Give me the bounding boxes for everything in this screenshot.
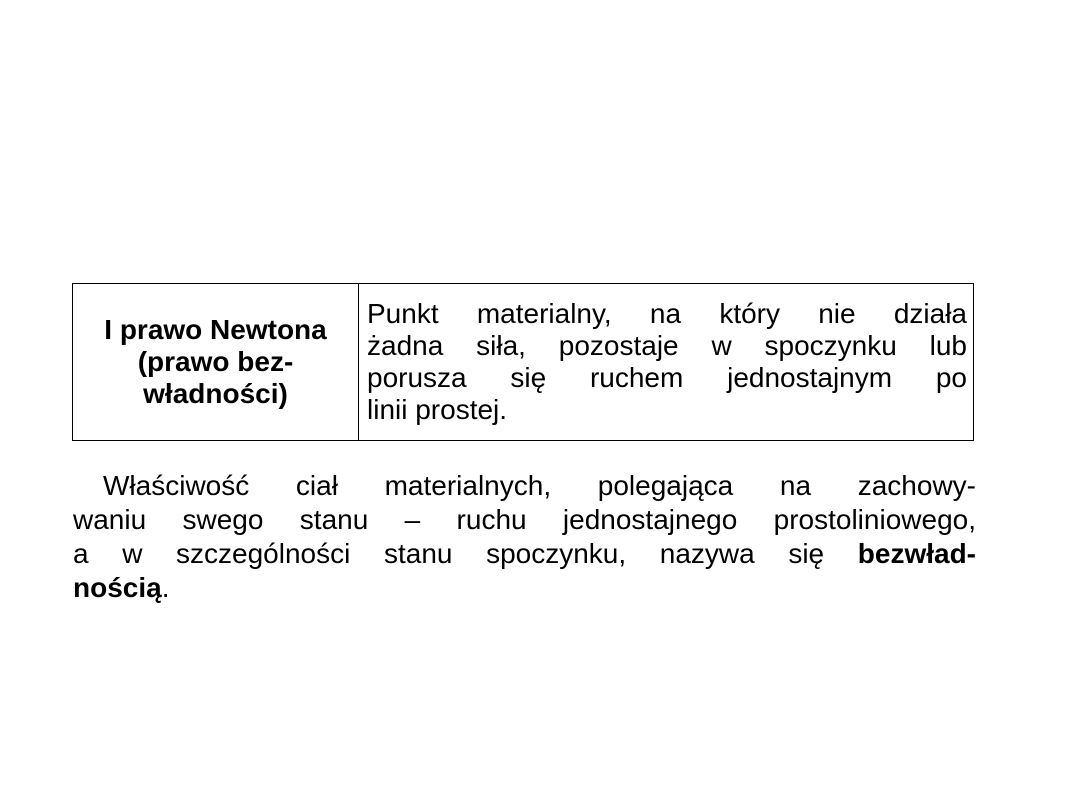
paragraph-text: . [161, 572, 170, 603]
table-row [73, 284, 974, 441]
definition-line: porusza się ruchem jednostajnym po [367, 362, 967, 393]
law-name-line: władności) [143, 378, 288, 409]
paragraph-line [73, 537, 976, 571]
paragraph-text: waniu swego stanu – ruchu jednostajnego prostoliniowego, [73, 504, 976, 535]
law-name-line: I prawo Newtona [104, 314, 327, 345]
bold-term: bezwład- [857, 538, 976, 569]
bold-term: nością [73, 572, 162, 603]
paragraph-line [73, 469, 976, 503]
law-name-line: (prawo bez- [137, 346, 294, 377]
definition-line: Punkt materialny, na który nie działa [367, 298, 967, 329]
definition-line: żadna siła, pozostaje w spoczynku lub [367, 330, 967, 361]
paragraph-text: a w szczególności stanu spoczynku, nazywa się [73, 538, 858, 569]
paragraph-line [73, 503, 976, 537]
newton-law-table [72, 283, 974, 441]
definition-line: linii prostej. [367, 394, 508, 425]
paragraph-line [73, 571, 976, 605]
paragraph-text: Właściwość ciał materialnych, polegająca na zachowy- [103, 470, 976, 501]
law-definition-cell [359, 284, 974, 441]
inertia-paragraph [73, 469, 976, 605]
law-name-cell [73, 284, 359, 441]
